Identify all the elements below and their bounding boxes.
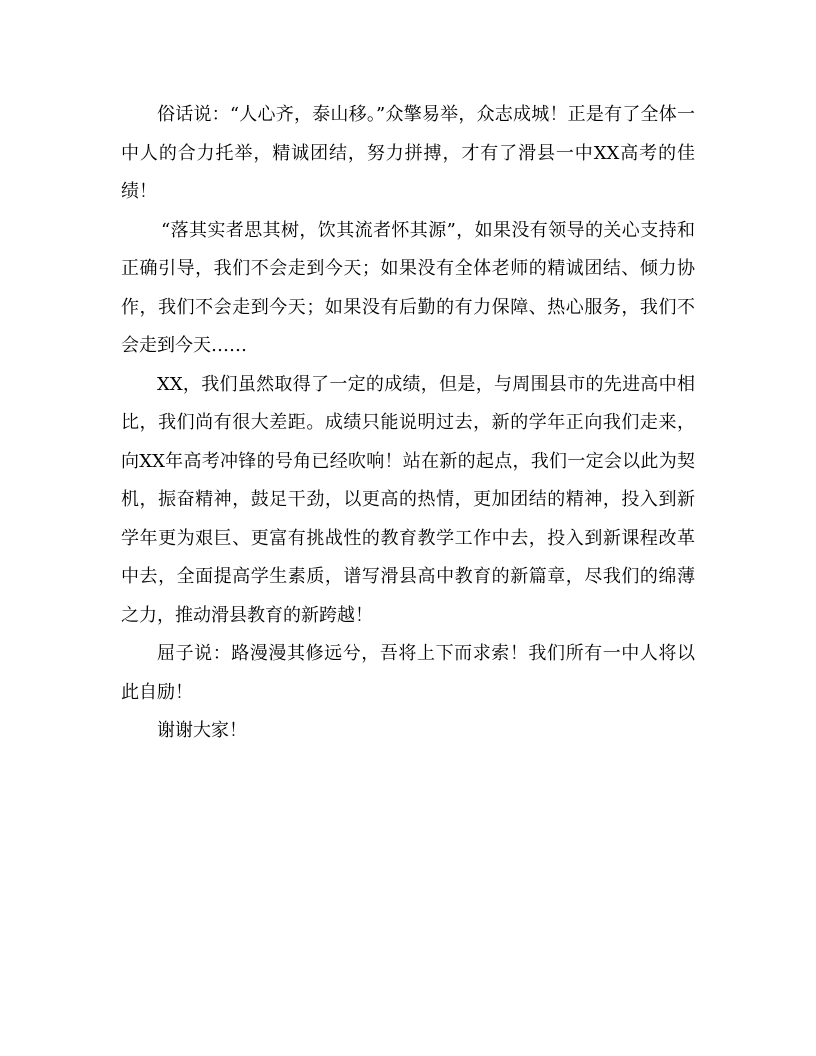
document-body [121,96,695,751]
paragraph-outlook: XX，我们虽然取得了一定的成绩，但是，与周围县市的先进高中相比，我们尚有很大差距。成绩只能说明过去，新的学年正向我们走来，向XX年高考冲锋的号角已经吹响！站在新的起点，我们一定会以此为契机，振奋精神，鼓足干劲，以更高的热情，更加团结的精神，投入到新学年更为艰巨、更富有挑战性的教育教学工作中去，投入到新课程改革中去，全面提高学生素质，谱写滑县高中教育的新篇章，尽我们的绵薄之力，推动滑县教育的新跨越！ [121,373,695,626]
paragraph-thanks: 谢谢大家！ [157,720,247,741]
paragraph-quote-quzi: 屈子说：路漫漫其修远兮，吾将上下而求索！我们所有一中人将以此自励！ [121,643,695,703]
paragraph-proverb: 俗话说：“人心齐，泰山移。”众擎易举，众志成城！正是有了全体一中人的合力托举，精诚团结，努力拼搏，才有了滑县一中XX高考的佳绩！ [121,104,695,202]
paragraph-gratitude: “落其实者思其树，饮其流者怀其源”，如果没有领导的关心支持和正确引导，我们不会走到今天；如果没有全体老师的精诚团结、倾力协作，我们不会走到今天；如果没有后勤的有力保障、热心服务，我们不会走到今天…… [121,219,695,356]
